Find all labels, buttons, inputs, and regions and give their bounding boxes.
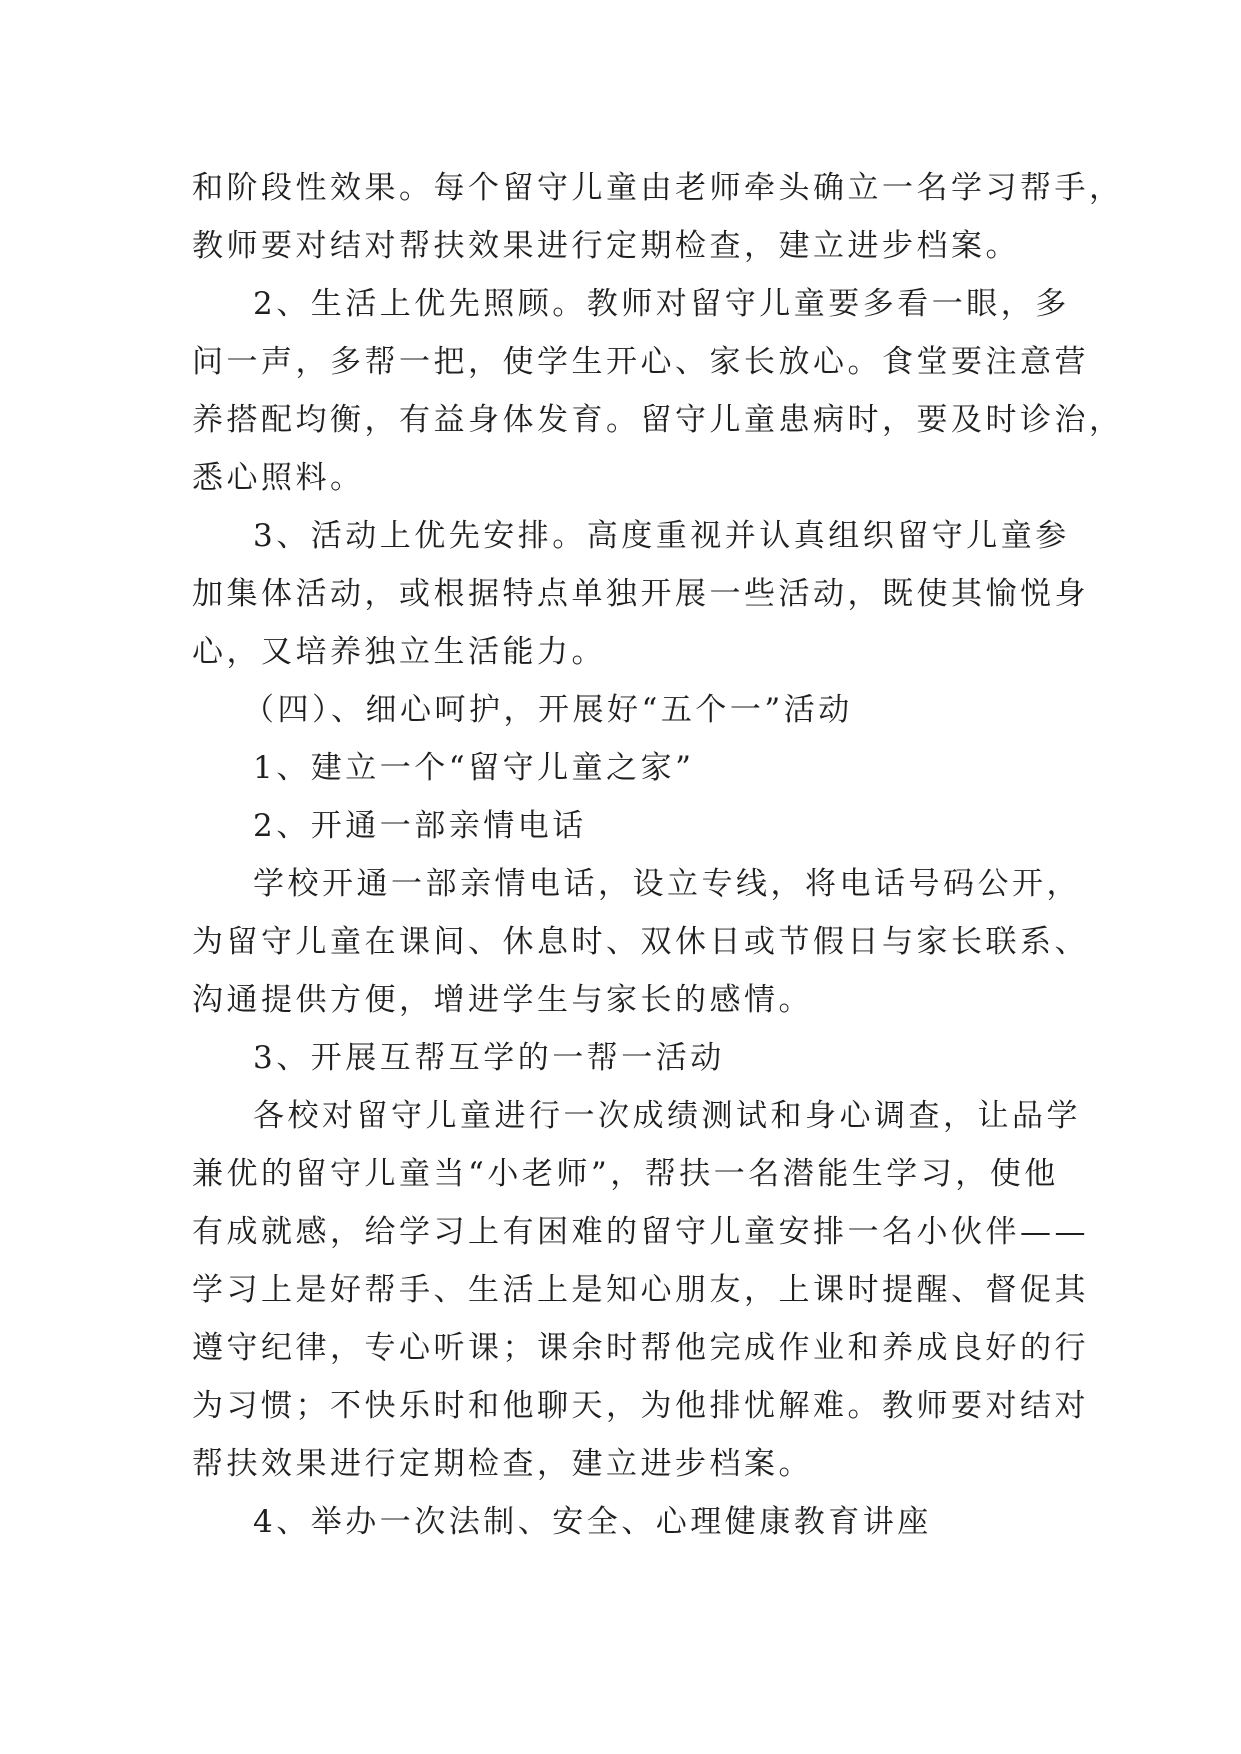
text-line: 沟通提供方便，增进学生与家长的感情。 [192,982,813,1018]
paragraph-heading: 2、生活上优先照顾。教师对留守儿童要多看一眼，多 [253,286,1070,322]
text-line: 学校开通一部亲情电话，设立专线，将电话号码公开， [253,866,1081,902]
section-heading: （四）、细心呵护，开展好“五个一”活动 [243,692,853,728]
text-line: 学习上是好帮手、生活上是知心朋友，上课时提醒、督促其 [192,1272,1089,1308]
text-line: 养搭配均衡，有益身体发育。留守儿童患病时，要及时诊治， [192,402,1124,438]
text-line: 问一声，多帮一把，使学生开心、家长放心。食堂要注意营 [192,344,1089,380]
item-heading: 2、开通一部亲情电话 [253,808,587,844]
text-line: 遵守纪律，专心听课；课余时帮他完成作业和养成良好的行 [192,1330,1089,1366]
text-line: 兼优的留守儿童当“小老师”，帮扶一名潜能生学习，使他 [192,1156,1059,1192]
paragraph-heading: 3、活动上优先安排。高度重视并认真组织留守儿童参 [253,518,1070,554]
text-line: 有成就感，给学习上有困难的留守儿童安排一名小伙伴—— [192,1214,1089,1250]
text-line: 教师要对结对帮扶效果进行定期检查，建立进步档案。 [192,228,1020,264]
text-line: 和阶段性效果。每个留守儿童由老师牵头确立一名学习帮手， [192,170,1124,206]
item-heading: 4、举办一次法制、安全、心理健康教育讲座 [253,1504,932,1540]
text-line: 心，又培养独立生活能力。 [192,634,606,670]
text-line: 悉心照料。 [192,460,365,496]
item-heading: 3、开展互帮互学的一帮一活动 [253,1040,725,1076]
text-line: 帮扶效果进行定期检查，建立进步档案。 [192,1446,813,1482]
text-line: 为留守儿童在课间、休息时、双休日或节假日与家长联系、 [192,924,1089,960]
text-line: 加集体活动，或根据特点单独开展一些活动，既使其愉悦身 [192,576,1089,612]
text-line: 为习惯；不快乐时和他聊天，为他排忧解难。教师要对结对 [192,1388,1089,1424]
text-line: 各校对留守儿童进行一次成绩测试和身心调查，让品学 [253,1098,1081,1134]
item-heading: 1、建立一个“留守儿童之家” [253,750,695,786]
